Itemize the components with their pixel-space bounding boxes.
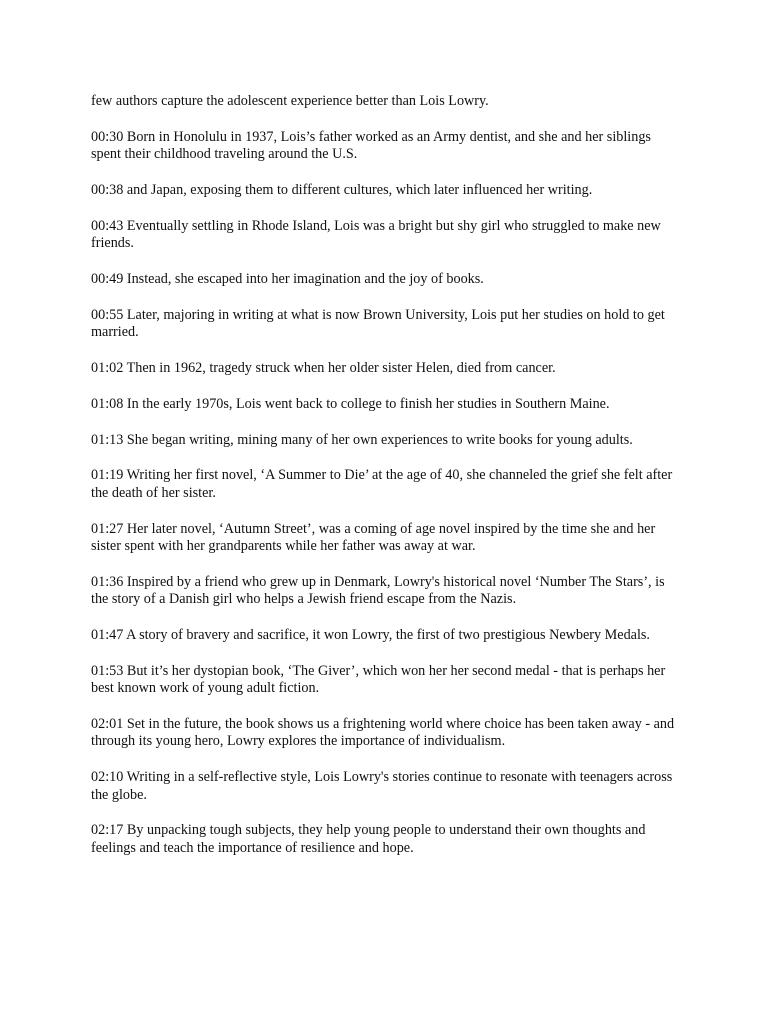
paragraph: 00:38 and Japan, exposing them to different cultures, which later influenced her writing. (91, 182, 593, 198)
paragraph: 02:01 Set in the future, the book shows us a frightening world where choice has been taken away - and through its young hero, Lowry explores the importance of individualism. (91, 716, 675, 750)
paragraph: 01:47 A story of bravery and sacrifice, it won Lowry, the first of two prestigious Newbery Medals. (91, 627, 650, 643)
paragraph: 01:13 She began writing, mining many of her own experiences to write books for young adults. (91, 431, 633, 448)
paragraph: 01:19 Writing her first novel, ‘A Summer to Die’ at the age of 40, she channeled the grief she felt after the death of her sister. (91, 467, 673, 501)
document-body (91, 93, 683, 876)
paragraph: 02:10 Writing in a self-reflective style, Lois Lowry's stories continue to resonate with teenagers across the globe. (91, 769, 673, 803)
paragraph: 00:55 Later, majoring in writing at what is now Brown University, Lois put her studies on hold to get married. (91, 306, 665, 341)
paragraph: 02:17 By unpacking tough subjects, they help young people to understand their own thoughts and feelings and teach the importance of resilience and hope. (91, 822, 646, 856)
paragraph: 01:02 Then in 1962, tragedy struck when her older sister Helen, died from cancer. (91, 360, 556, 376)
paragraph: 01:08 In the early 1970s, Lois went back to college to finish her studies in Southern Maine. (91, 395, 610, 412)
paragraph: 01:53 But it’s her dystopian book, ‘The Giver’, which won her her second medal - that is perhaps her best known work of young adult fiction. (91, 662, 666, 697)
paragraph: 00:49 Instead, she escaped into her imagination and the joy of books. (91, 271, 484, 287)
paragraph: few authors capture the adolescent experience better than Lois Lowry. (91, 93, 489, 109)
paragraph: 00:30 Born in Honolulu in 1937, Lois’s father worked as an Army dentist, and she and her siblings spent their childhood traveling around the U.S. (91, 128, 651, 163)
paragraph: 00:43 Eventually settling in Rhode Island, Lois was a bright but shy girl who struggled to make new friends. (91, 217, 661, 252)
paragraph: 01:36 Inspired by a friend who grew up in Denmark, Lowry's historical novel ‘Number The Stars’, is the story of a Danish girl who helps a Jewish friend escape from the Nazis. (91, 573, 665, 608)
paragraph: 01:27 Her later novel, ‘Autumn Street’, was a coming of age novel inspired by the time she and her sister spent with her grandparents while her father was away at war. (91, 520, 656, 554)
